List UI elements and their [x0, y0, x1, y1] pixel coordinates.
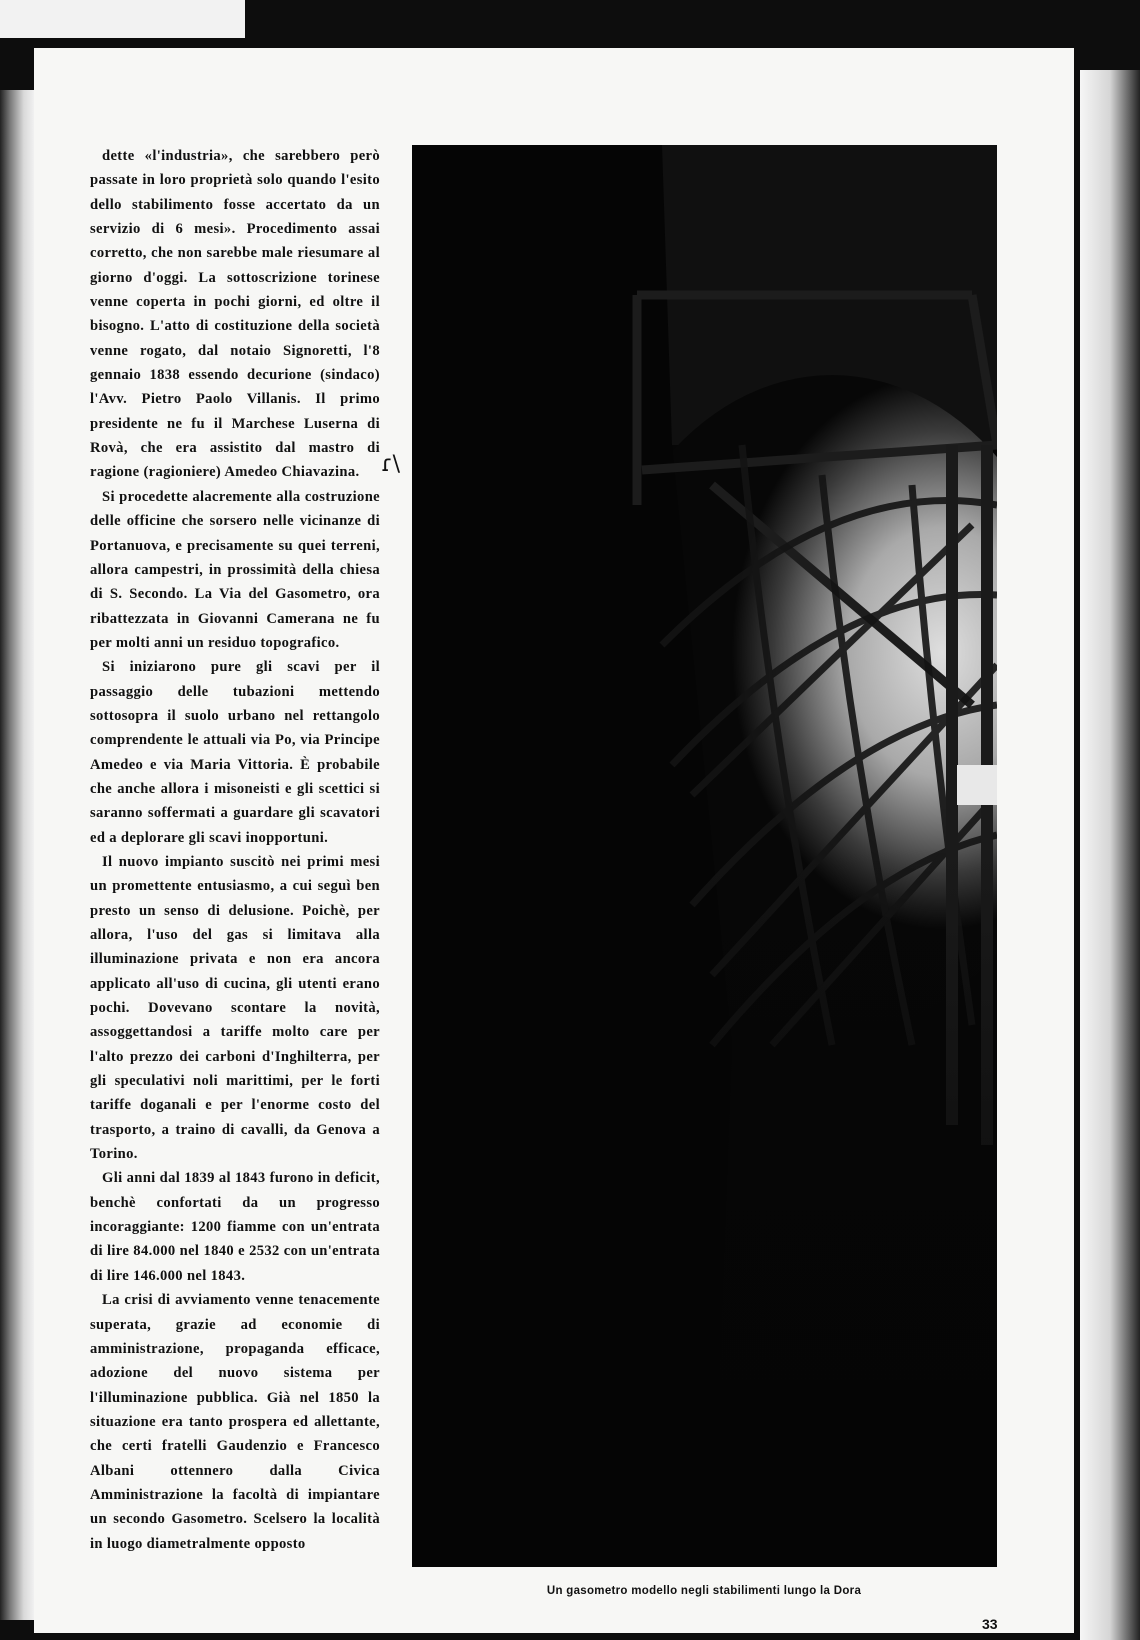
magazine-page	[34, 48, 1074, 1633]
gasometer-photo	[412, 145, 997, 1567]
photo-caption: Un gasometro modello negli stabilimenti lungo la Dora	[546, 1585, 862, 1597]
article-paragraph: Si procedette alacremente alla costruzione delle officine che sorsero nelle vicinanze di Portanuova, e precisamente su quei terreni, allora campestri, in prossimità della chiesa di S. Secondo. La Via del Gasometro, ora ribattezzata in Giovanni Camerana ne fu per molti anni un residuo topografico.	[90, 488, 380, 651]
scan-right-edge	[1080, 70, 1140, 1640]
article-paragraph: Gli anni dal 1839 al 1843 furono in deficit, benchè confortati da un progresso incoraggiante: 1200 fiamme con un'entrata di lire 84.000 nel 1840 e 2532 con un'entrata di lire 146.000 nel 1843.	[90, 1170, 380, 1284]
handwritten-margin-mark: ɾ\	[381, 452, 401, 477]
scan-left-edge	[0, 90, 34, 1620]
article-paragraph: dette «l'industria», che sarebbero però passate in loro proprietà solo quando l'esito dello stabilimento fosse accertato da un servizio di 6 mesi». Procedimento assai corretto, che non sarebbe male riesumare al giorno d'oggi. La sottoscrizione torinese venne coperta in pochi giorni, ed oltre il bisogno. L'atto di costituzione della società venne rogato, dal notaio Signoretti, l'8 gennaio 1838 essendo decurione (sindaco) l'Avv. Pietro Paolo Villanis. Il primo presidente ne fu il Marchese Luserna di Rovà, che era assistito dal mastro di ragione (ragioniere) Amedeo Chiavazina.	[90, 148, 380, 481]
article-paragraph: Si iniziarono pure gli scavi per il passaggio delle tubazioni mettendo sottosopra il suolo urbano nel rettangolo comprendente le attuali via Po, via Principe Amedeo e via Maria Vittoria. È probabile che anche allora i misoneisti e gli scettici si saranno soffermati a guardare gli scavatori ed a deplorare gli scavi inopportuni.	[90, 659, 380, 846]
gasometer-photo-art	[412, 145, 997, 1567]
article-text-column	[90, 144, 380, 1556]
article-paragraph: Il nuovo impianto suscitò nei primi mesi un promettente entusiasmo, a cui seguì ben presto un senso di delusione. Poichè, per allora, l'uso del gas si limitava alla illuminazione privata e non era ancora applicato all'uso di cucina, gli utenti erano pochi. Dovevano scontare la novità, assoggettandosi a tariffe molto care per l'alto prezzo dei carboni d'Inghilterra, per gli speculativi noli marittimi, per le forti tariffe doganali e per l'enorme costo del trasporto, a traino di cavalli, da Genova a Torino.	[90, 853, 380, 1163]
page-number: 33	[982, 1616, 998, 1632]
scan-top-strip	[0, 0, 245, 38]
article-paragraph: La crisi di avviamento venne tenacemente superata, grazie ad economie di amministrazione, propaganda efficace, adozione del nuovo sistema per l'illuminazione pubblica. Già nel 1850 la situazione era tanto prospera ed allettante, che certi fratelli Gaudenzio e Francesco Albani ottennero dalla Civica Amministrazione la facoltà di impiantare un secondo Gasometro. Scelsero la località in luogo diametralmente opposto	[90, 1292, 380, 1552]
